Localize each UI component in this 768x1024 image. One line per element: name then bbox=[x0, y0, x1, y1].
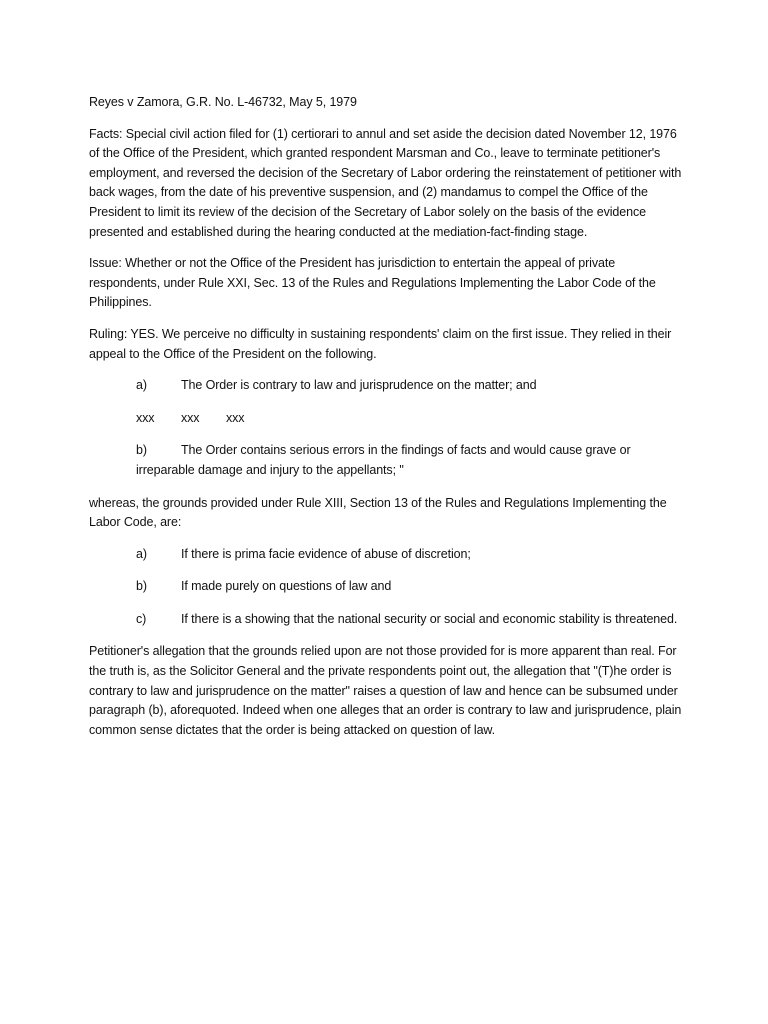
case-title: Reyes v Zamora, G.R. No. L-46732, May 5, 1979 bbox=[89, 95, 357, 109]
omission-marks bbox=[136, 409, 689, 429]
conclusion-paragraph: Petitioner's allegation that the grounds relied upon are not those provided for is more apparent than real. For the truth is, as the Solicitor General and the private respondents point out, the allegation that "(T)he order is contrary to law and jurisprudence on the matter" raises a question of law and hence can be subsumed under paragraph (b), aforequoted. Indeed when one alleges that an order is contrary to law and jurisprudence, plain common sense dictates that the order is being attacked on question of law. bbox=[89, 644, 682, 737]
list-marker: b) bbox=[136, 579, 147, 594]
whereas-paragraph: whereas, the grounds provided under Rule XIII, Section 13 of the Rules and Regulations Implementing the Labor Code, are: bbox=[89, 495, 667, 530]
omission-mark: xxx bbox=[136, 410, 155, 425]
list-marker: a) bbox=[136, 546, 147, 561]
list-text: If made purely on questions of law and bbox=[181, 579, 392, 594]
omission-mark: xxx bbox=[226, 410, 245, 425]
list-text: The Order is contrary to law and jurisprudence on the matter; and bbox=[181, 378, 537, 393]
list-text: The Order contains serious errors in the findings of facts and would cause grave or irreparable damage and injury to the appellants; " bbox=[136, 443, 631, 477]
ruling-paragraph: Ruling: YES. We perceive no difficulty in sustaining respondents' claim on the first issue. They relied in their appeal to the Office of the President on the following. bbox=[89, 326, 672, 361]
document-body bbox=[89, 93, 689, 752]
rule-ground-a bbox=[136, 545, 689, 565]
quoted-ground-a bbox=[136, 376, 689, 396]
rule-ground-c bbox=[136, 610, 689, 630]
rule-ground-b bbox=[136, 577, 689, 597]
list-marker: a) bbox=[136, 378, 147, 393]
issue-paragraph: Issue: Whether or not the Office of the President has jurisdiction to entertain the appeal of private respondents, under Rule XXI, Sec. 13 of the Rules and Regulations Implementing the Labor Code of the Philippines. bbox=[89, 256, 656, 310]
omission-mark: xxx bbox=[181, 410, 200, 425]
list-marker: c) bbox=[136, 611, 147, 626]
list-marker: b) bbox=[136, 443, 147, 458]
list-text: If there is a showing that the national security or social and economic stability is threatened. bbox=[181, 611, 678, 626]
quoted-ground-b bbox=[136, 441, 689, 480]
facts-paragraph: Facts: Special civil action filed for (1) certiorari to annul and set aside the decision dated November 12, 1976 of the Office of the President, which granted respondent Marsman and Co., leave to terminate petitioner's employment, and reversed the decision of the Secretary of Labor ordering the reinstatement of petitioner with back wages, from the date of his preventive suspension, and (2) mandamus to compel the Office of the President to limit its review of the decision of the Secretary of Labor solely on the basis of the evidence presented and established during the hearing conducted at the mediation-fact-finding stage. bbox=[89, 126, 682, 239]
list-text: If there is prima facie evidence of abuse of discretion; bbox=[181, 546, 471, 561]
